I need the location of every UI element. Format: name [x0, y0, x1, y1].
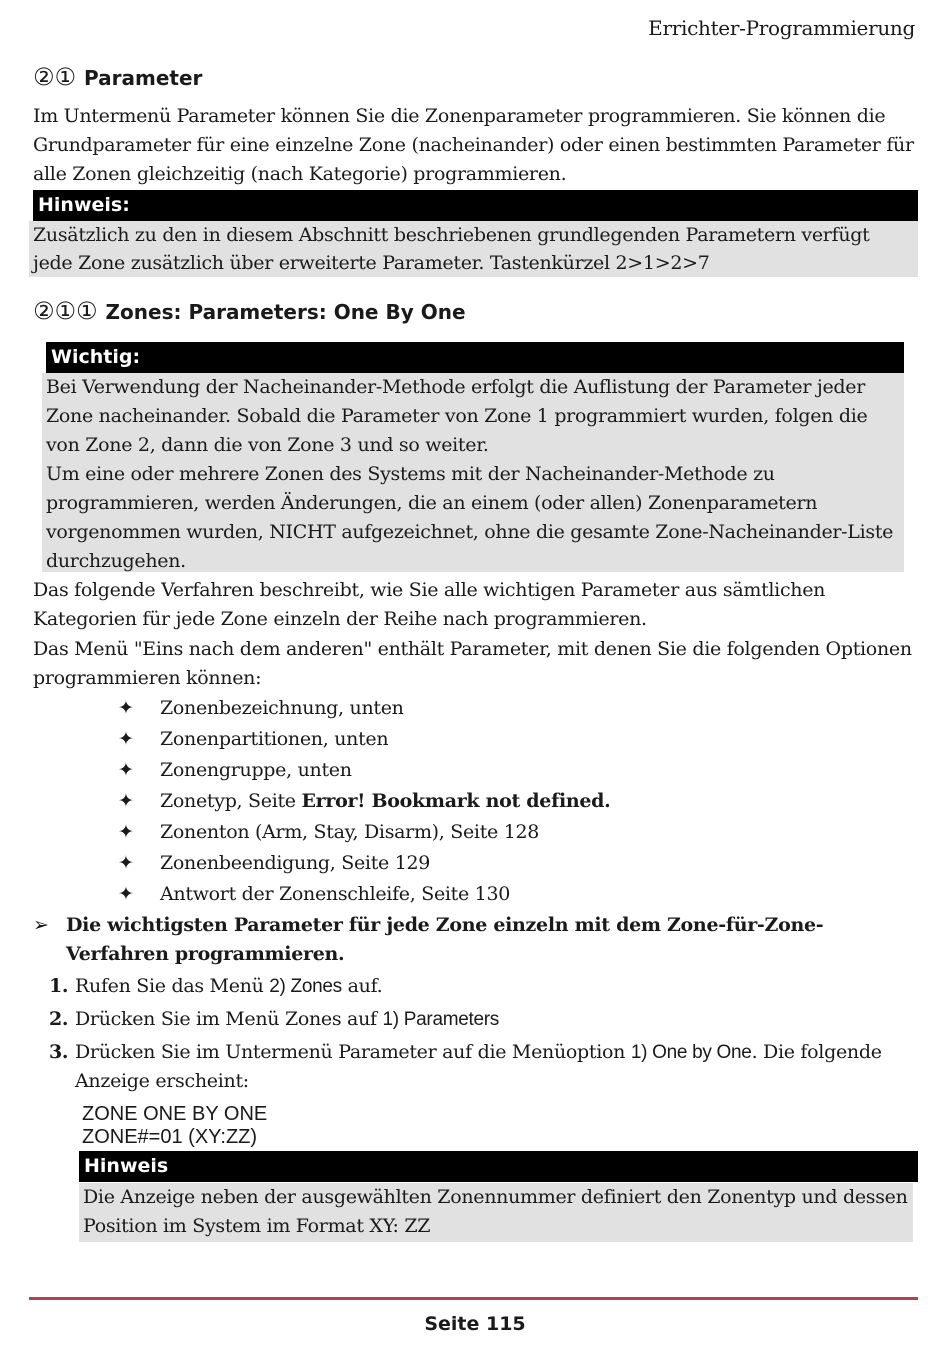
- bullet-text: Zonengruppe, unten: [160, 759, 352, 781]
- menu-option-text: 2) Zones: [269, 976, 342, 997]
- intro-paragraph: Im Untermenü Parameter können Sie die Zonenparameter programmieren. Sie können die Grundparameter für eine einzelne Zone (nacheinander) oder einen bestimmten Parameter für alle Zonen gleichzeitig (nach Kategorie) programmieren.: [33, 105, 914, 185]
- bullet-text: Zonenton (Arm, Stay, Disarm), Seite 128: [160, 821, 540, 843]
- step-text-suffix: auf.: [341, 975, 383, 997]
- step-text-suffix: . Die folgende Anzeige erscheint:: [75, 1041, 882, 1092]
- bullet-item: [118, 817, 898, 848]
- bullet-item: [118, 693, 898, 724]
- step-text: Drücken Sie im Menü Zones auf: [75, 1008, 383, 1030]
- bullet-item: [118, 786, 898, 817]
- procedure-heading: [33, 911, 903, 969]
- paragraph-procedure-description: Das folgende Verfahren beschreibt, wie Sie alle wichtigen Parameter aus sämtlichen Kategorien für jede Zone einzeln der Reihe nach programmieren.: [33, 579, 826, 630]
- procedure-step: [49, 1038, 909, 1096]
- procedure-title: Die wichtigsten Parameter für jede Zone einzeln mit dem Zone-für-Zone-Verfahren programmieren.: [66, 914, 824, 965]
- bullet-item: [118, 848, 898, 879]
- hint-text-box: Die Anzeige neben der ausgewählten Zonennummer definiert den Zonentyp und dessen Position im System im Format XY: ZZ: [79, 1183, 913, 1242]
- procedure-step: [49, 972, 909, 1001]
- step-number: 1.: [49, 975, 69, 997]
- bullet-text: Zonenbezeichnung, unten: [160, 697, 404, 719]
- step-text: Rufen Sie das Menü: [75, 975, 270, 997]
- hint-label-bar: Hinweis: [79, 1151, 918, 1182]
- procedure-steps: [49, 972, 909, 1100]
- lcd-display: [82, 1103, 267, 1149]
- bullet-text: Zonenbeendigung, Seite 129: [160, 852, 431, 874]
- section-heading-parameter: [33, 63, 202, 91]
- section-title: Parameter: [84, 66, 203, 90]
- running-header: Errichter-Programmierung: [648, 16, 915, 40]
- note-text-box: Zusätzlich zu den in diesem Abschnitt beschriebenen grundlegenden Parametern verfügt jede Zone zusätzlich über erweiterte Parameter. Tastenkürzel 2>1>2>7: [29, 221, 918, 277]
- star-bullet-icon: ✦: [118, 790, 134, 812]
- important-box: [42, 373, 904, 572]
- important-paragraph-1: Bei Verwendung der Nacheinander-Methode erfolgt die Auflistung der Parameter jeder Zone nacheinander. Sobald die Parameter von Zone 1 programmiert wurden, folgen die von Zone 2, dann die von Zone 3 und so weiter.: [46, 376, 868, 456]
- important-label-bar: Wichtig:: [46, 342, 904, 373]
- menu-option-text: 1) One by One: [630, 1042, 752, 1063]
- bullet-text: Zonetyp, Seite: [160, 790, 302, 812]
- display-line-1: ZONE ONE BY ONE: [82, 1103, 268, 1125]
- star-bullet-icon: ✦: [118, 759, 134, 781]
- section-number: ②①①: [33, 297, 98, 325]
- section-heading-one-by-one: [33, 297, 466, 325]
- star-bullet-icon: ✦: [118, 728, 134, 750]
- bullet-item: [118, 755, 898, 786]
- step-number: 2.: [49, 1008, 69, 1030]
- important-paragraph-2: Um eine oder mehrere Zonen des Systems mit der Nacheinander-Methode zu programmieren, werden Änderungen, die an einem (oder allen) Zonenparametern vorgenommen wurden, NICHT aufgezeichnet, ohne die gesamte Zone-Nacheinander-Liste durchzugehen.: [46, 463, 894, 572]
- star-bullet-icon: ✦: [118, 821, 134, 843]
- bullet-item: [118, 879, 898, 910]
- star-bullet-icon: ✦: [118, 852, 134, 874]
- arrow-bullet-icon: ➢: [33, 914, 49, 936]
- page-number: Seite 115: [424, 1313, 526, 1335]
- display-line-2: ZONE#=01 (XY:ZZ): [82, 1126, 258, 1148]
- procedure-step: [49, 1005, 909, 1034]
- bullet-item: [118, 724, 898, 755]
- section-number: ②①: [33, 63, 77, 91]
- bullet-text: Zonenpartitionen, unten: [160, 728, 389, 750]
- step-number: 3.: [49, 1041, 69, 1063]
- star-bullet-icon: ✦: [118, 697, 134, 719]
- bullet-text: Antwort der Zonenschleife, Seite 130: [160, 883, 511, 905]
- paragraph-menu-description: Das Menü "Eins nach dem anderen" enthält Parameter, mit denen Sie die folgenden Optionen programmieren können:: [33, 638, 912, 689]
- footer-rule: [29, 1297, 918, 1300]
- section-title: Zones: Parameters: One By One: [105, 300, 466, 324]
- menu-option-text: 1) Parameters: [382, 1009, 499, 1030]
- note-label-bar: Hinweis:: [33, 190, 918, 221]
- parameter-bullet-list: [118, 693, 898, 910]
- step-text: Drücken Sie im Untermenü Parameter auf die Menüoption: [75, 1041, 631, 1063]
- bullet-bold-text: Error! Bookmark not defined.: [301, 790, 611, 812]
- star-bullet-icon: ✦: [118, 883, 134, 905]
